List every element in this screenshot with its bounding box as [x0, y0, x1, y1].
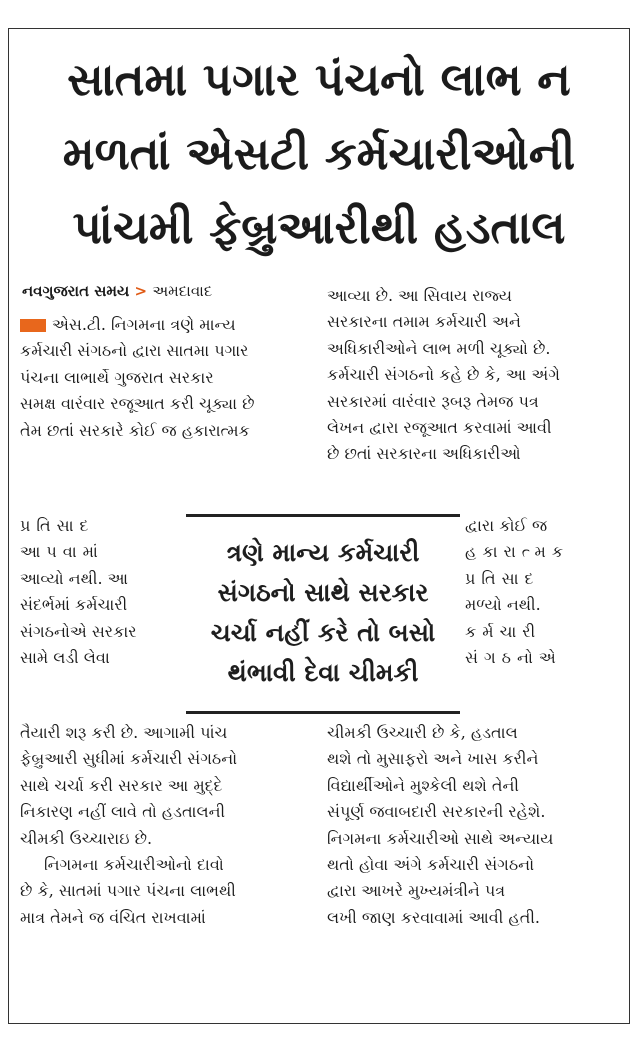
byline-city: અમદાવાદ: [152, 282, 213, 300]
text-line: સમક્ષ વારંવાર રજૂઆત કરી ચૂક્યા છે: [20, 394, 255, 414]
headline-line: પાંચમી ફેબ્રુઆરીથી હડતાલ: [72, 201, 566, 254]
text-line: કર્મચારી સંગઠનો દ્વારા સાતમા પગાર: [20, 341, 249, 361]
text-line: સંદર્ભમાં કર્મચારી: [20, 595, 128, 615]
text-line: વિદ્યાર્થીઓને મુશ્કેલી થશે તેની: [327, 775, 519, 795]
text-line: કર્મચારી સંગઠનો કહે છે કે, આ અંગે: [327, 365, 560, 385]
text-span: એસ.ટી. નિગમના ત્રણે માન્ય: [52, 315, 236, 334]
text-line: તેમ છતાં સરકારે કોઈ જ હકારાત્મક: [20, 420, 250, 440]
text-line: કર્મચારી: [465, 621, 542, 641]
headline-line: મળતાં એસટી કર્મચારીઓની: [62, 127, 576, 180]
headline: [27, 43, 611, 265]
text-line: છે છતાં સરકારના અધિકારીઓ: [327, 444, 521, 464]
text-line: ચીમકી ઉચ્ચારી છે કે, હડતાલ: [327, 723, 518, 742]
pull-quote-line: ચર્ચા નહીં કરે તો બસો: [210, 618, 436, 647]
text-line: સંગઠનોએ: [465, 648, 562, 668]
text-line: સામે લડી લેવા: [20, 648, 110, 668]
text-line: સરકારના તમામ કર્મચારી અને: [327, 312, 521, 332]
text-line: સંગઠનોએ સરકાર: [20, 621, 137, 641]
column-left-bottom: [20, 720, 310, 931]
column-right-bottom: [327, 720, 615, 931]
text-line: ચીમકી ઉચ્ચારાઇ છે.: [20, 828, 153, 848]
byline: [22, 282, 297, 300]
text-line: થશે તો મુસાફરો અને ખાસ કરીને: [327, 749, 539, 769]
text-line: આપવામાં: [20, 542, 104, 562]
text-line: આવ્યો નથી. આ: [20, 568, 128, 588]
text-line: તૈયારી શરૂ કરી છે. આગામી પાંચ: [20, 723, 228, 742]
pull-quote-line: ત્રણે માન્ય કર્મચારી: [226, 538, 420, 567]
text-line: લેખન દ્વારા રજૂઆત કરવામાં આવી: [327, 418, 552, 438]
text-line: લખી જાણ કરવાવામાં આવી હતી.: [327, 907, 540, 927]
pull-quote-line: થંભાવી દેવા ચીમકી: [227, 658, 419, 687]
column-left-mid: [20, 513, 182, 671]
text-line: સાથે ચર્ચા કરી સરકાર આ મુદ્દે: [20, 775, 223, 795]
byline-arrow: >: [134, 282, 148, 300]
text-line: [20, 312, 310, 338]
text-line: થતો હોવા અંગે કર્મચારી સંગઠનો: [327, 855, 535, 875]
text-line: મળ્યો નથી.: [465, 595, 541, 615]
text-line: ફેબ્રુઆરી સુધીમાં કર્મચારી સંગઠનો: [20, 749, 238, 769]
text-line: પ્રતિસાદ: [20, 516, 95, 535]
column-left-top: [20, 312, 310, 444]
text-line: નિકારણ નહીં લાવે તો હડતાલની: [20, 802, 226, 822]
text-line: પ્રતિસાદ: [465, 568, 540, 588]
text-line: સરકારમાં વારંવાર રૂબરૂ તેમજ પત્ર: [327, 391, 539, 411]
column-right-mid: [465, 513, 615, 671]
byline-source: નવગુજરાત સમય: [22, 282, 130, 300]
text-line: નિગમના કર્મચારીઓનો દાવો: [44, 855, 224, 875]
text-line: પંચના લાભાર્થે ગુજરાત સરકાર: [20, 367, 214, 387]
text-line: માત્ર તેમને જ વંચિત રાખવામાં: [20, 907, 206, 927]
text-line: અધિકારીઓને લાભ મળી ચૂક્યો છે.: [327, 338, 551, 358]
section-marker-icon: [20, 319, 46, 332]
pull-quote: [186, 514, 460, 714]
text-line: સંપૂર્ણ જવાબદારી સરકારની રહેશે.: [327, 802, 546, 822]
text-line: છે કે, સાતમાં પગાર પંચના લાભથી: [20, 881, 236, 901]
text-line: નિગમના કર્મચારીઓ સાથે અન્યાય: [327, 828, 554, 848]
text-line: દ્વારા કોઈ જ: [465, 516, 548, 535]
headline-line: સાતમા પગાર પંચનો લાભ ન: [67, 53, 571, 106]
text-line: આવ્યા છે. આ સિવાય રાજ્ય: [327, 286, 512, 305]
text-line: દ્વારા આખરે મુખ્યમંત્રીને પત્ર: [327, 881, 506, 901]
pull-quote-line: સંગઠનો સાથે સરકાર: [217, 578, 429, 607]
column-right-top: [327, 283, 615, 468]
text-line: હકારાત્મક: [465, 542, 570, 562]
